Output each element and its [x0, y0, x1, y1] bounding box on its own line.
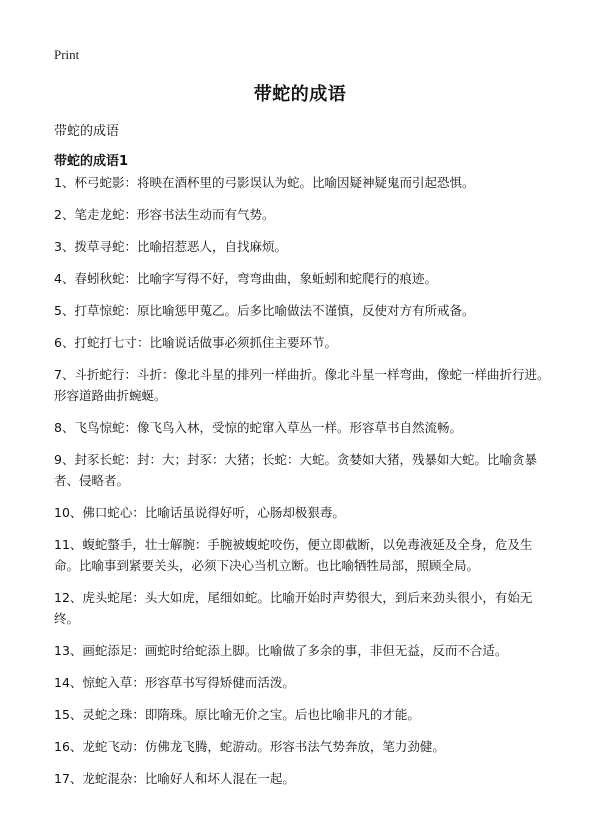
section-heading: 带蛇的成语1 [54, 154, 129, 169]
idiom-entry-2: 2、笔走龙蛇：形容书法生动而有气势。 [54, 207, 275, 222]
idiom-entry-15: 15、灵蛇之珠：即隋珠。原比喻无价之宝。后也比喻非凡的才能。 [54, 707, 420, 722]
idiom-entry-14: 14、惊蛇入草：形容草书写得矫健而活泼。 [54, 675, 295, 690]
idiom-entry-9: 9、封豕长蛇：封：大；封豕：大猪；长蛇：大蛇。贪婪如大猪，残暴如大蛇。比喻贪暴者、侵略者。 [54, 452, 537, 488]
idiom-entry-5: 5、打草惊蛇：原比喻惩甲蒐乙。后多比喻做法不谨慎，反使对方有所戒备。 [54, 303, 475, 318]
idiom-entry-3: 3、拨草寻蛇：比喻招惹恶人，自找麻烦。 [54, 239, 287, 254]
page-title: 带蛇的成语 [253, 84, 347, 105]
idiom-entry-13: 13、画蛇添足：画蛇时给蛇添上脚。比喻做了多余的事，非但无益，反而不合适。 [54, 643, 508, 658]
idiom-entry-6: 6、打蛇打七寸：比喻说话做事必须抓住主要环节。 [54, 335, 337, 350]
idiom-entry-11: 11、蝮蛇螫手，壮士解腕：手腕被蝮蛇咬伤，便立即截断，以免毒液延及全身，危及生命。比喻事到紧要关头，必须下决心当机立断。也比喻牺牲局部，照顾全局。 [54, 537, 533, 573]
idiom-list [54, 172, 554, 800]
idiom-entry-16: 16、龙蛇飞动：仿佛龙飞腾，蛇游动。形容书法气势奔放，笔力劲健。 [54, 739, 445, 754]
print-link[interactable]: Print [54, 47, 80, 62]
idiom-entry-10: 10、佛口蛇心：比喻话虽说得好听，心肠却极狠毒。 [54, 505, 345, 520]
idiom-entry-12: 12、虎头蛇尾：头大如虎，尾细如蛇。比喻开始时声势很大，到后来劲头很小，有始无终。 [54, 590, 533, 626]
idiom-entry-4: 4、春蚓秋蛇：比喻字写得不好，弯弯曲曲，象蚯蚓和蛇爬行的痕迹。 [54, 271, 437, 286]
document-subtitle: 带蛇的成语 [54, 124, 120, 139]
idiom-entry-8: 8、飞鸟惊蛇：像飞鸟入林，受惊的蛇窜入草丛一样。形容草书自然流畅。 [54, 420, 462, 435]
idiom-entry-7: 7、斗折蛇行：斗折：像北斗星的排列一样曲折。像北斗星一样弯曲，像蛇一样曲折行进。形容道路曲折蜿蜒。 [54, 367, 550, 403]
idiom-entry-1: 1、杯弓蛇影：将映在酒杯里的弓影误认为蛇。比喻因疑神疑鬼而引起恐惧。 [54, 175, 475, 190]
idiom-entry-17: 17、龙蛇混杂：比喻好人和坏人混在一起。 [54, 771, 295, 786]
